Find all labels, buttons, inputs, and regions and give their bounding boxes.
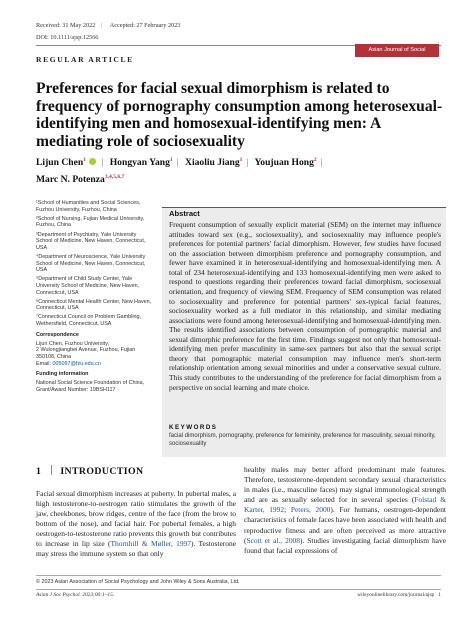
journal-reference: Asian J Soc Psychol. 2023;00:1–15. — [36, 592, 115, 598]
author-affil-sup: 1 — [239, 157, 243, 163]
body-text: ). Testosterone may stress the immune system so that only — [36, 539, 237, 558]
author-affil-sup: 2 — [313, 157, 317, 163]
section-type: REGULAR ARTICLE — [36, 55, 134, 64]
author-separator: | — [320, 157, 323, 169]
citation-link[interactable]: Thornhill & Møller, 1997 — [110, 539, 191, 548]
footer-divider — [36, 589, 441, 590]
citation-link[interactable]: Peters, 2000 — [290, 505, 331, 515]
email-label: Email: — [36, 360, 51, 367]
affiliation: ³Department of Psychiatry, Yale University School of Medicine, New Haven, Connecticut, USA — [36, 231, 146, 251]
page-number: 1 — [438, 592, 441, 598]
keywords-heading: KEYWORDS — [169, 424, 218, 431]
author-affil-sup: 1 — [169, 157, 173, 163]
orcid-icon[interactable] — [89, 158, 96, 165]
heading-divider — [51, 465, 52, 475]
affiliation: ²School of Nursing, Fujian Medical University, Fuzhou, China — [36, 215, 145, 229]
affiliations-column — [36, 200, 154, 396]
journal-badge: Asian Journal of Social Psychology — [355, 44, 439, 57]
funding-text: National Social Science Foundation of China, Grant/Award Number: 19BSH117 — [36, 380, 145, 393]
body-text: ). Studies investigating facial dimorphism have found that facial expressions of — [244, 535, 446, 555]
correspondence-email — [36, 361, 154, 368]
doi[interactable]: DOI: 10.1111/ajsp.12566 — [36, 34, 99, 41]
author-name[interactable]: Marc N. Potenza — [36, 174, 105, 186]
author-separator: | — [246, 157, 249, 169]
author-affil-sup: 1 — [83, 157, 86, 163]
article-title: Preferences for facial sexual dimorphism is related to frequency of pornography consumption among heterosexual-identifying men and homosexual-identifying men: A mediating role of sociosexuality — [36, 80, 443, 150]
received-date: Received: 31 May 2022 — [36, 22, 96, 29]
author-name[interactable]: Hongyan Yang — [109, 157, 170, 169]
correspondence-heading: Correspondence — [36, 331, 79, 338]
affiliation: ⁷Connecticut Council on Problem Gambling, Wethersfield, Connecticut, USA — [36, 314, 142, 328]
author-name[interactable]: Xiaoliu Jiang — [185, 157, 240, 169]
accepted-date: Accepted: 27 February 2023 — [109, 22, 181, 29]
footer-right — [357, 592, 441, 598]
body-text: ). For humans, oestrogen-dependent characteristics of female faces have been associated with health and reproductive fitness and are often perceived as more attractive ( — [244, 505, 446, 545]
received-dates: Received: 31 May 2022 | Accepted: 27 February 2023 — [36, 22, 181, 29]
section-heading — [36, 465, 144, 477]
body-column-left — [36, 489, 236, 559]
abstract-heading: Abstract — [169, 209, 200, 218]
author-name[interactable]: Lijun Chen — [36, 157, 84, 169]
body-text: Facial sexual dimorphism increases at puberty. In pubertal males, a high testosterone-to-oestrogen ratio stimulates the growth of the jaw, cheekbones, brow ridges, centre of the face (from the brow to bottom of the nose), and facial hair. For pubertal females, a high oestrogen-to-testosterone ratio prevents this growth but contributes to increase in lip size ( — [36, 489, 236, 548]
citation-link[interactable]: Folstad & Karter, 1992 — [244, 495, 446, 515]
affiliation: ⁶Connecticut Mental Health Center, New Haven, Connecticut, USA — [36, 298, 152, 312]
citation-link[interactable]: Scott et al., 2008 — [246, 535, 300, 545]
body-text: ; — [284, 505, 291, 515]
copyright: © 2023 Asian Association of Social Psychology and John Wiley & Sons Australia, Ltd. — [36, 579, 240, 585]
body-text: healthy males may better afford predominant male features. Therefore, testosterone-dependent secondary sexual characteristics in males (i.e., masculine faces) may signal immunological strength and are as sexually selected for in several species ( — [244, 465, 446, 505]
affiliation: ⁵Department of Child Study Center, Yale University School of Medicine, New Haven, Connecticut, USA — [36, 276, 140, 296]
correspondence-line: Lijun Chen, Fuzhou University, — [36, 340, 110, 347]
keywords-text: facial dimorphism, pornography, preference for femininity, preference for masculinity, sexual minority, sociosexuality — [169, 433, 436, 447]
author-affil-sup: 3,4,5,6,7 — [104, 174, 125, 181]
section-number: 1 — [36, 466, 42, 477]
email-link[interactable]: 005097@fzu.edu.cn — [52, 360, 101, 367]
affiliation: ⁴Department of Neuroscience, Yale University School of Medicine, New Haven, Connecticut, USA — [36, 253, 146, 274]
journal-url[interactable]: wileyonlinelibrary.com/journal/ajsp — [357, 592, 435, 598]
funding-heading: Funding information — [36, 371, 89, 378]
correspondence-line: 2 Wulongjiangbei Avenue, Fuzhou, Fujian — [36, 347, 136, 354]
correspondence-line: 350108, China — [36, 354, 72, 361]
author-separator: | — [101, 157, 104, 169]
affiliation: ¹School of Humanities and Social Sciences, Fuzhou University, Fuzhou, China — [36, 200, 141, 213]
author-separator: | — [176, 157, 179, 169]
author-name[interactable]: Youjuan Hong — [254, 157, 314, 169]
section-title: INTRODUCTION — [60, 466, 144, 477]
body-column-right — [244, 465, 446, 556]
author-list — [36, 153, 456, 187]
abstract-text: Frequent consumption of sexually explicit material (SEM) on the internet may influence attitudes toward sex (e.g., sociosexuality), and sociosexuality may influence people's preferences for potential partners' facial dimorphism. However, few studies have focused on the association between dimorphism preference and pornography consumption, and fewer have examined it in heterosexual-identifying and homosexual-identifying men. A total of 234 heterosexual-identifying and 133 homosexual-identifying men were asked to respond to questions regarding their preferences toward facial dimorphism, sociosexual orientation, and frequency of viewing SEM. Frequency of SEM consumption was related to sociosexuality and preference for potential partners' sex-typical facial features, sociosexuality worked as a full mediator in this relationship, and similar mediating associations were found among heterosexual-identifying and homosexual-identifying men. The results identified associations between consumption of pornographic material and sexual dimorphic preference for the first time. Findings suggest not only that homosexual-identifying men prefer masculinity in same-sex partners but also that the sexual script theory that pornographic material consumption may influence men's short-term relationship orientation among sexual minorities and under a conservative sexual culture. This study contributes to the understanding of the preference for facial dimorphism from a perspective on social learning and mate choice. — [169, 220, 441, 392]
footer-divider — [36, 575, 441, 576]
